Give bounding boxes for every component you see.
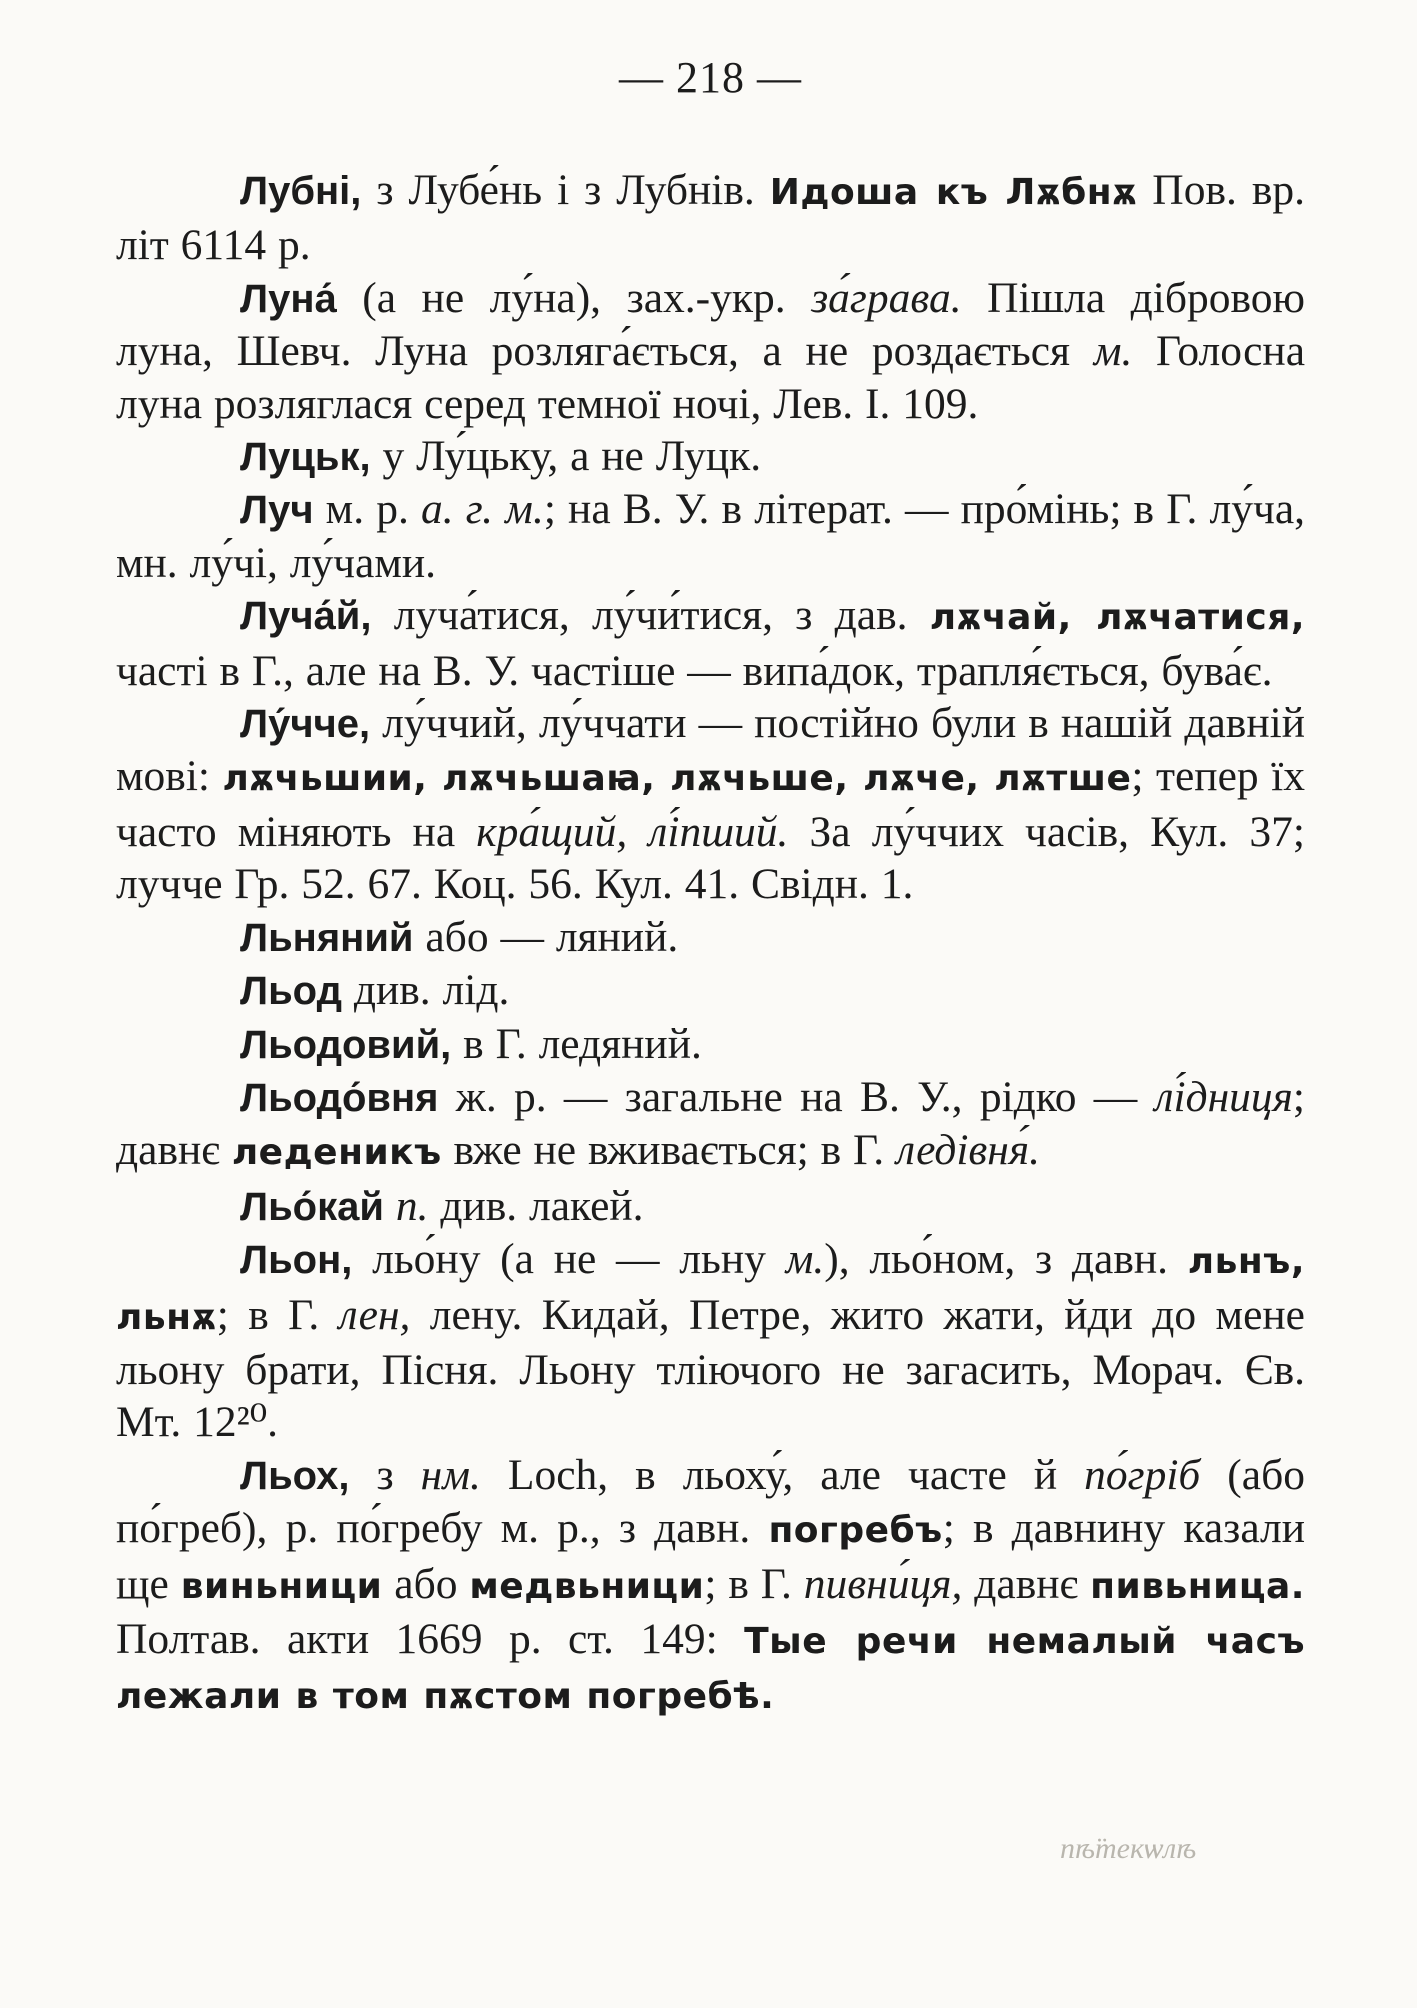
entry-text: льо́ну (а не — льну: [352, 1235, 786, 1284]
entry-text: (а не лу́на), зах.-укр.: [336, 273, 812, 322]
headword: Льняний: [240, 915, 414, 960]
headword: Льох,: [240, 1453, 350, 1498]
old-slavonic-form: медвьници: [469, 1565, 705, 1607]
entry-text: (або по́греб), р. по́гребу м. р., з давн.: [116, 1450, 1305, 1553]
headword: Луна́: [240, 276, 337, 321]
entry-text: ; на В. У. в літерат. — про́мінь; в Г. лу́ча, мн. лу́чі, лу́чами.: [116, 485, 1306, 587]
dictionary-entry: [116, 911, 1305, 964]
entry-text: Пішла дібровою луна, Шевч. Луна розляга́ється, а не роздається: [116, 273, 1305, 376]
headword: Льодовий,: [240, 1022, 452, 1067]
entry-text: Loch, в льоху́, але часте й: [480, 1450, 1085, 1499]
headword: Льод: [240, 969, 342, 1014]
old-slavonic-form: виньници: [180, 1565, 383, 1607]
dictionary-entry: [116, 1071, 1305, 1180]
entry-text: ), льо́ном, з давн.: [824, 1235, 1188, 1284]
old-slavonic-form: льнъ, льнѫ: [116, 1241, 1306, 1338]
entry-text: лену. Кидай, Петре, жито жати, йди до мене льону брати, Пісня. Льону тліючого не загасить, Морач. Єв. Мт. 12²⁰.: [116, 1290, 1305, 1447]
entry-text: Пов. вр. літ 6114 р.: [116, 166, 1306, 270]
italic-term: лі́дниця: [1154, 1072, 1293, 1121]
headword: Льо́кай: [240, 1184, 384, 1229]
old-slavonic-form: лѫчай, лѫчатися,: [929, 597, 1305, 639]
entry-text: часті в Г., але на В. У. частіше — випа́док, трапля́ється, бува́є.: [116, 646, 1273, 695]
dictionary-entry: [116, 164, 1305, 272]
page-number: — 218 —: [619, 53, 802, 102]
entry-text: луча́тися, лу́чи́тися, з дав.: [371, 591, 930, 640]
entry-text: ж. р. — загальне на В. У., рідко —: [438, 1072, 1155, 1121]
italic-term: лен,: [338, 1290, 411, 1339]
italic-term: кра́щий, лі́пший.: [476, 807, 789, 856]
entry-text: [384, 1182, 396, 1230]
entry-text: див. лакей.: [428, 1181, 644, 1230]
entry-text: ; в давнину казали ще: [116, 1504, 1306, 1608]
dictionary-entry: [116, 483, 1305, 589]
entry-text: в Г. ледяний.: [451, 1019, 702, 1068]
entry-text: див. лід.: [341, 966, 510, 1015]
old-slavonic-form: Идоша къ Лѫбнѫ: [769, 172, 1138, 213]
entry-text: з Лубе́нь і з Лубнів.: [361, 166, 770, 214]
dictionary-entry: [116, 1018, 1305, 1071]
italic-term: ледівня́.: [896, 1126, 1040, 1175]
entry-text: м. р.: [313, 485, 421, 534]
dictionary-entries: [116, 164, 1305, 1724]
italic-term: м.: [1093, 327, 1133, 376]
headword: Лу́чче,: [240, 702, 371, 747]
entry-text: давнє: [962, 1559, 1091, 1608]
italic-term: м.: [785, 1235, 825, 1284]
entry-text: ; в Г.: [216, 1290, 339, 1339]
entry-text: За лу́ччих часів, Кул. 37; лучче Гр. 52. 67. Коц. 56. Кул. 41. Свідн. 1.: [116, 807, 1305, 909]
entry-text: у Лу́цьку, а не Луцк.: [370, 432, 762, 481]
dictionary-entry: [116, 272, 1305, 430]
italic-term: по́гріб: [1084, 1450, 1201, 1499]
italic-term: а. г. м.: [421, 485, 544, 534]
dictionary-entry: [116, 589, 1305, 697]
italic-term: нм.: [420, 1450, 481, 1499]
dictionary-entry: [116, 697, 1305, 911]
headword: Льодо́вня: [240, 1075, 439, 1120]
old-slavonic-form: Тые речи немалый часъ лежали в том пѫстом погребѣ.: [116, 1620, 1305, 1718]
entry-text: ; тепер їх часто міняють на: [116, 752, 1305, 856]
old-slavonic-form: лѫчьшии, лѫчьшаꙗ, лѫчьше, лѫче, лѫтше: [222, 758, 1132, 800]
entry-text: Полтав. акти 1669 р. ст. 149:: [116, 1614, 745, 1663]
headword: Луч: [240, 488, 314, 533]
italic-term: пивни́ця,: [803, 1559, 963, 1608]
italic-term: за́грава.: [811, 273, 962, 322]
entry-text: ; в Г.: [704, 1559, 804, 1608]
dictionary-entry: [116, 430, 1305, 483]
headword: Луча́й,: [240, 594, 372, 639]
entry-text: Голосна луна розляглася серед темної ночі, Лев. І. 109.: [116, 327, 1305, 428]
entry-text: з: [349, 1450, 421, 1499]
old-slavonic-form: пивьница.: [1090, 1565, 1305, 1607]
dictionary-entry: [116, 1180, 1305, 1233]
headword: Луцьк,: [240, 435, 371, 480]
dictionary-entry: [116, 964, 1305, 1017]
entry-text: лу́ччий, лу́ччати — постійно були в нашій давній мові:: [116, 699, 1305, 801]
faint-bleed-through-mark: пѣ̈текѡлѣ: [1060, 1832, 1197, 1865]
headword: Льон,: [240, 1238, 353, 1283]
entry-text: або — ляний.: [413, 912, 679, 961]
entry-text: або: [382, 1559, 470, 1608]
dictionary-entry: [116, 1449, 1305, 1724]
dictionary-entry: [116, 1233, 1305, 1449]
entry-text: вже не вживається; в Г.: [441, 1126, 897, 1175]
italic-term: п.: [395, 1181, 429, 1230]
entry-text: ; давнє: [116, 1072, 1305, 1175]
old-slavonic-form: погребъ: [768, 1510, 943, 1552]
headword: Лубні,: [240, 169, 362, 213]
old-slavonic-form: леденикъ: [231, 1132, 442, 1174]
